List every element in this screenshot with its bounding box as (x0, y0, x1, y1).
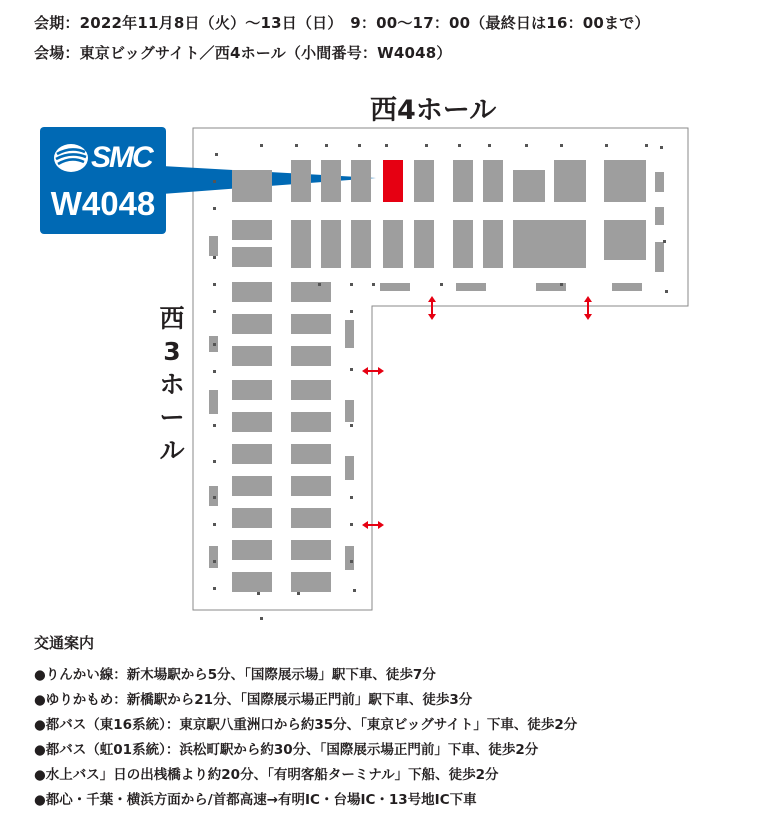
smc-logo-text: SMC (91, 141, 152, 174)
exhibit-stand (291, 412, 331, 432)
exhibit-stand (456, 283, 486, 291)
smc-booth-badge[interactable] (40, 127, 166, 234)
dates-value: 2022年11月8日（火）～13日（日） 9：00～17：00（最終日は16：00まで） (79, 14, 650, 32)
exhibit-stand (291, 380, 331, 400)
pillar-dot (260, 617, 263, 620)
pillar-dot (213, 587, 216, 590)
pillar-dot (560, 144, 563, 147)
pillar-dot (257, 592, 260, 595)
exhibit-stand (232, 346, 272, 366)
pillar-dot (213, 424, 216, 427)
exhibit-stand (232, 476, 272, 496)
exhibit-stand (232, 412, 272, 432)
access-item: ●りんかい線：新木場駅から5分、「国際展示場」駅下車、徒歩7分 (34, 667, 436, 683)
pillar-dot (215, 153, 218, 156)
exhibit-stand (232, 247, 272, 267)
hall3-char: 西 (159, 304, 185, 333)
exhibit-stand (291, 572, 331, 592)
exhibit-stand (345, 546, 354, 570)
exhibit-stand (513, 170, 545, 202)
pillar-dot (213, 370, 216, 373)
exhibit-stand (655, 242, 664, 272)
exhibit-stand (291, 444, 331, 464)
pillar-dot (260, 144, 263, 147)
exhibit-stand (655, 207, 664, 225)
pillar-dot (213, 343, 216, 346)
exhibit-stand (345, 456, 354, 480)
access-item: ●都バス（東16系統）：東京駅八重洲口から約35分、「東京ビッグサイト」下車、徒歩2分 (34, 717, 578, 733)
booth-code: W4048 (50, 185, 156, 222)
pillar-dot (605, 144, 608, 147)
pillar-dot (350, 310, 353, 313)
pillar-dot (350, 496, 353, 499)
arrow-head (378, 521, 384, 529)
pillar-dot (350, 283, 353, 286)
pillar-dot (325, 144, 328, 147)
exhibit-stand (291, 314, 331, 334)
hall3-char: ホ (159, 370, 185, 399)
exhibit-stand (380, 283, 410, 291)
smc-swirl-icon (52, 142, 90, 174)
exhibit-stand (612, 283, 642, 291)
pillar-dot (525, 144, 528, 147)
exhibit-stand (483, 160, 503, 202)
pillar-dot (488, 144, 491, 147)
pillar-dot (425, 144, 428, 147)
smc-booth-w4048[interactable] (383, 160, 403, 202)
pillar-dot (213, 310, 216, 313)
pillar-dot (350, 424, 353, 427)
pillar-dot (353, 589, 356, 592)
pillar-dot (358, 144, 361, 147)
access-item: ●ゆりかもめ：新橋駅から21分、「国際展示場正門前」駅下車、徒歩3分 (34, 692, 473, 708)
pillar-dot (213, 283, 216, 286)
exhibit-stand (345, 320, 354, 348)
pillar-dot (350, 523, 353, 526)
exhibit-stand (291, 476, 331, 496)
exhibit-stand (545, 220, 586, 268)
exhibit-stand (232, 170, 272, 202)
pillar-dot (560, 283, 563, 286)
exhibit-stand (232, 282, 272, 302)
exhibit-stand (209, 390, 218, 414)
access-item: ●都心・千葉・横浜方面から/首都高速→有明IC・台場IC・13号地IC下車 (34, 792, 477, 808)
arrow-head (378, 367, 384, 375)
pillar-dot (645, 144, 648, 147)
exhibit-stand (321, 220, 341, 268)
pillar-dot (372, 283, 375, 286)
pillar-dot (660, 146, 663, 149)
pillar-dot (318, 283, 321, 286)
pillar-dot (350, 560, 353, 563)
exhibit-stand (483, 220, 503, 268)
pillar-dot (663, 240, 666, 243)
access-item: ●水上バス」日の出桟橋より約20分、「有明客船ターミナル」下船、徒歩2分 (34, 767, 499, 783)
pillar-dot (440, 283, 443, 286)
pillar-dot (213, 207, 216, 210)
pillar-dot (385, 144, 388, 147)
pillar-dot (213, 180, 216, 183)
pillar-dot (297, 592, 300, 595)
exhibit-stand (232, 220, 272, 240)
access-item: ●都バス（虹01系統）：浜松町駅から約30分、「国際展示場正門前」下車、徒歩2分 (34, 742, 539, 758)
exhibit-stand (414, 160, 434, 202)
exhibit-stand (232, 572, 272, 592)
hall3-char: 3 (163, 337, 181, 366)
exhibit-stand (232, 540, 272, 560)
exhibit-stand (345, 400, 354, 422)
pillar-dot (213, 256, 216, 259)
exhibit-stand (291, 282, 331, 302)
exhibit-stand (232, 444, 272, 464)
exhibit-stand (209, 236, 218, 256)
exhibit-stand (291, 540, 331, 560)
exhibit-stand (291, 346, 331, 366)
access-title: 交通案内 (34, 634, 95, 652)
exhibit-stand (655, 172, 664, 192)
hall-title: 西4ホール (370, 95, 497, 126)
smc-logo (52, 141, 152, 175)
exhibit-stand (513, 220, 545, 268)
exhibit-stand (554, 160, 586, 202)
exhibit-stand (232, 508, 272, 528)
exhibit-stand (604, 160, 646, 202)
pillar-dot (350, 368, 353, 371)
pillar-dot (458, 144, 461, 147)
exhibit-stand (414, 220, 434, 268)
arrow-head (428, 314, 436, 320)
pillar-dot (213, 523, 216, 526)
exhibit-stand (321, 160, 341, 202)
venue-label: 会場： (34, 44, 80, 62)
exhibit-stand (291, 220, 311, 268)
venue-value: 東京ビッグサイト／西4ホール（小間番号：W4048） (79, 44, 452, 62)
exhibit-stand (453, 160, 473, 202)
exhibit-stand (209, 546, 218, 568)
exhibit-stand (291, 508, 331, 528)
exhibit-stand (453, 220, 473, 268)
exhibit-stand (232, 314, 272, 334)
pillar-dot (665, 290, 668, 293)
exhibit-stand (383, 220, 403, 268)
exhibit-stand (291, 160, 311, 202)
exhibit-stand (351, 220, 371, 268)
exhibit-stand (604, 220, 646, 260)
hall3-char: ー (159, 403, 185, 432)
dates-label: 会期： (34, 14, 80, 32)
arrow-head (584, 314, 592, 320)
hall3-char: ル (159, 436, 185, 465)
pillar-dot (295, 144, 298, 147)
passage-arrows (362, 296, 592, 529)
pillar-dot (213, 496, 216, 499)
pillar-dot (213, 460, 216, 463)
exhibit-stand (351, 160, 371, 202)
exhibit-stand (232, 380, 272, 400)
hall3-label (152, 302, 192, 467)
pillar-dot (213, 560, 216, 563)
